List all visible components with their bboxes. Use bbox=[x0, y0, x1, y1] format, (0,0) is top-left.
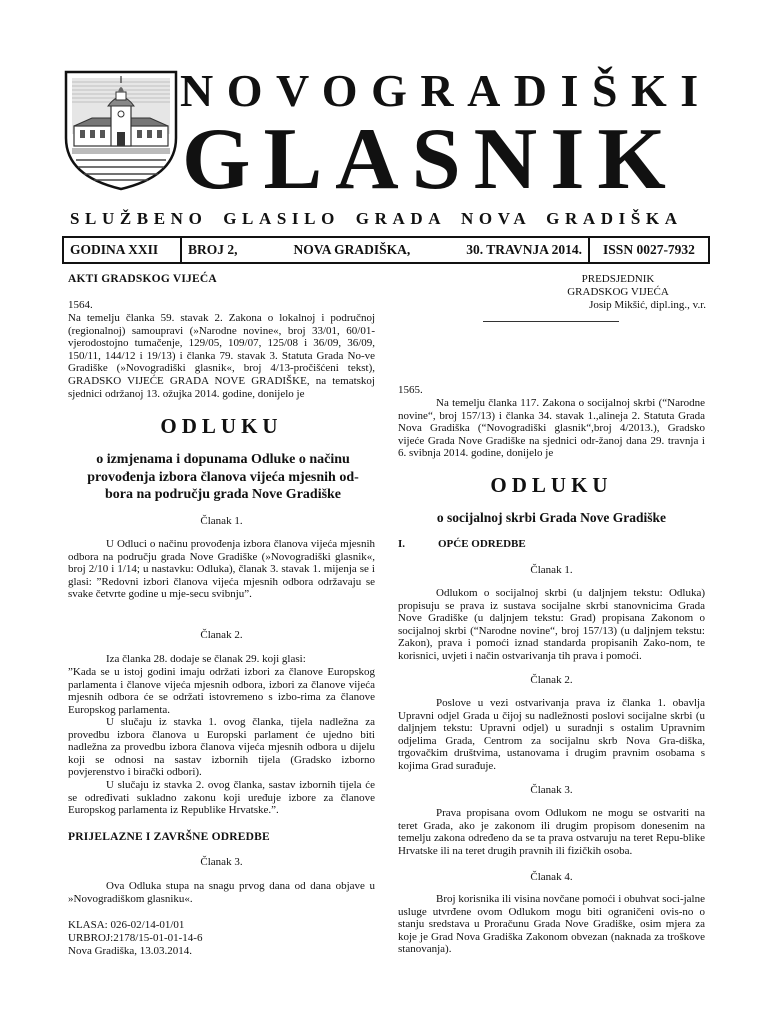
article-paragraph: U slučaju iz stavka 1. ovog članka, tijela nadležna za provedbu izbora članova u Europski parlament će ujedno biti nadležna za provedbu izbora članova vijeća mjesnih odbora u dijelu koji se odnosi na sastav izbornih tijela (Gradsko izborno povjerenstvo i birački odbori). bbox=[68, 716, 375, 779]
article-paragraph: Odlukom o socijalnoj skrbi (u daljnjem tekstu: Odluka) propisuju se prava iz sustava socijalne skrbi stanovnicima Grada Nove Gradiške (u daljnjem tekstu: Grad) propisana Zakonom o socijalnoj skrbi (“Narodne novine“, broj 157/13) (u daljnjem tekstu: Zakon), prava i pomoći iznad standarda propisanih Zako-nom, te korisnici, uvjeti i način ostvarivanja tih prava i pomoći. bbox=[398, 587, 705, 662]
article-paragraph: Broj korisnika ili visina novčane pomoći i obuhvat soci-jalne usluge utvrđene ovom Odlukom mogu biti ograničeni ovis-no o stanju sredstava u Proračunu Grada Nove Gradiške, osim mjera za koje je Grad Nova Gradiška Zakonom obvezan (naknada za troškove stanovanja). bbox=[398, 893, 705, 956]
issue-year: GODINA XXII bbox=[64, 238, 182, 262]
article-paragraph: U Odluci o načinu provođenja izbora članova vijeća mjesnih odbora na području grada Nove Gradiške (»Novogradiški glasnik«, broj 2/10 i 1/14; u nastavku: Odluka), članak 3. stavak 1. mijenja se i glasi: ”Redovni izbori članova vijeća mjesnih odbora održavaju se svake četvrte godine u mje-secu svibnju”. bbox=[68, 538, 375, 601]
urbroj-line: URBROJ:2178/15-01-01-14-6 bbox=[68, 932, 203, 944]
article-paragraph: U slučaju iz stavka 2. ovog članka, sastav izbornih tijela će se određivati sukladno zakonu koji uređuje izbore za članove Europskog parlamenta iz Republike Hrvatske.”. bbox=[68, 779, 375, 817]
city-crest-logo bbox=[62, 68, 180, 192]
masthead-subtitle: SLUŽBENO GLASILO GRADA NOVA GRADIŠKA bbox=[70, 209, 683, 228]
chapter-number: I. bbox=[398, 538, 406, 550]
article-heading: Članak 2. bbox=[200, 629, 243, 641]
masthead-title: GLASNIK bbox=[182, 111, 679, 208]
issue-number: BROJ 2, bbox=[188, 242, 238, 257]
decision-title: o socijalnoj skrbi Grada Nove Gradiške bbox=[436, 510, 667, 525]
article-paragraph: Ova Odluka stupa na snagu prvog dana od dana objave u »Novogradiškom glasniku«. bbox=[68, 880, 375, 905]
issue-place: NOVA GRADIŠKA, bbox=[293, 242, 411, 257]
article-paragraph: Iza članka 28. dodaje se članak 29. koji glasi: bbox=[106, 653, 306, 665]
section-heading: PRIJELAZNE I ZAVRŠNE ODREDBE bbox=[68, 831, 270, 843]
article-paragraph: Prava propisana ovom Odlukom ne mogu se ostvariti na teret Grada, ako je zakonom ili drugim propisom donesenim na temelju zakona određeno da se ta prava ostvaruju na teret Repu-blike Hrvatske ili na teret drugih pravnih ili fizičkih osoba. bbox=[398, 807, 705, 857]
chapter-heading: OPĆE ODREDBE bbox=[438, 538, 526, 550]
act-number: 1564. bbox=[68, 299, 93, 311]
masthead-top-word: NOVOGRADIŠKI bbox=[180, 65, 712, 116]
klasa-line: KLASA: 026-02/14-01/01 bbox=[68, 919, 185, 931]
issue-date: 30. TRAVNJA 2014. bbox=[466, 242, 582, 257]
issue-issn: ISSN 0027-7932 bbox=[603, 242, 695, 257]
article-heading: Članak 1. bbox=[200, 515, 243, 527]
issue-info-bar bbox=[62, 236, 710, 264]
act-number: 1565. bbox=[398, 384, 423, 396]
decision-heading: ODLUKU bbox=[160, 414, 283, 438]
article-heading: Članak 2. bbox=[530, 674, 573, 686]
article-heading: Članak 3. bbox=[530, 784, 573, 796]
article-paragraph: Poslove u vezi ostvarivanja prava iz članka 1. obavlja Upravni odjel Grada u čijoj su nadležnosti poslovi socijalne skrbi (u daljnjem tekstu: Upravni odjel) u suradnji s ostalim Upravnim odjelima Grada, Centrom za socijalnu skrb Nova Gra-diška, trgovačkim društvima, ustanovama i drugim pravnim osobama s kojima Grad surađuje. bbox=[398, 697, 705, 772]
signature-role: GRADSKOG VIJEĆA bbox=[567, 286, 669, 298]
article-heading: Članak 4. bbox=[530, 871, 573, 883]
signature-rule bbox=[483, 321, 619, 322]
place-date-line: Nova Gradiška, 13.03.2014. bbox=[68, 945, 193, 957]
section-heading: AKTI GRADSKOG VIJEĆA bbox=[68, 273, 217, 285]
decision-title: o izmjenama i dopunama Odluke o načinu provođenja izbora članova vijeća mjesnih od-bora na području grada Nove Gradiške bbox=[87, 452, 359, 502]
article-heading: Članak 1. bbox=[530, 564, 573, 576]
preamble-paragraph: Na temelju članka 117. Zakona o socijalnoj skrbi (“Narodne novine“, broj 157/13) i članka 34. stavak 1.,alineja 2. Statuta Grada Nova Gradiška (“Novogradiški glasnik“,broj 4/2013.), Gradsko vijeće Grada Nove Gradiške na sjednici odr-žanoj dana 29. travnja i 6. svibnja 2014. godine, donijelo je bbox=[398, 397, 705, 460]
preamble-paragraph: Na temelju članka 59. stavak 2. Zakona o lokalnoj i područnoj (regionalnoj) samoupravi (»Narodne novine«, broj 33/01, 60/01-vjerodostojno tumačenje, 129/05, 109/07, 125/08 i 36/09, 36/09, 150/11, 144/12 i 19/13) i članka 79. stavak 3. Statuta Grada No-ve Gradiške (»Novogradiški glasnik«, broj 4/13-pročišćeni tekst), GRADSKO VIJEĆE GRADA NOVE GRADIŠKE, na tematskoj sjednici održanoj 13. ožujka 2014. godine, donijelo je bbox=[68, 312, 375, 400]
decision-heading: ODLUKU bbox=[490, 473, 613, 497]
article-heading: Članak 3. bbox=[200, 856, 243, 868]
article-paragraph: ”Kada se u istoj godini imaju održati izbori za članove Europskog parlamenta i članove vijeća mjesnih odbora, izbori za članove vijeća mjesnih odbora će se održati istovremeno s izbo-rima za članove Europskog parlamenta. bbox=[68, 666, 375, 716]
signature-name: Josip Mikšić, dipl.ing., v.r. bbox=[589, 299, 706, 311]
issue-number-date bbox=[182, 238, 590, 262]
signature-role: PREDSJEDNIK bbox=[581, 273, 655, 285]
